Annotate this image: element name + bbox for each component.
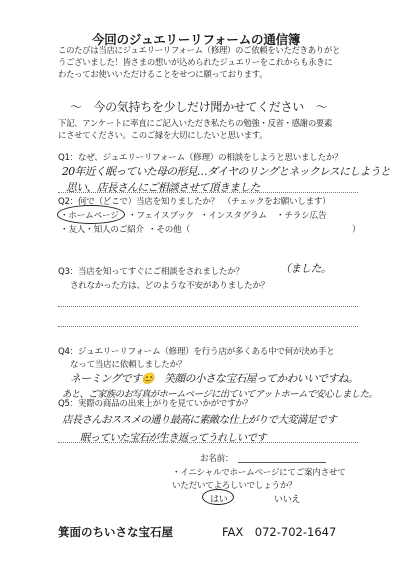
question-5-answer-rule — [58, 442, 358, 443]
q2-option-flyer[interactable]: ・チラシ広告 — [276, 211, 327, 221]
question-3-answer-rule-2 — [58, 326, 358, 327]
question-3-label-line-1: Q3：当店を知ってすぐにご相談をされましたか？ — [58, 267, 244, 277]
name-input-line[interactable] — [238, 462, 326, 463]
question-3-answer-rule-1 — [58, 306, 358, 307]
question-1-answer-line-2: 思い、店長さんにご相談させて頂きました — [66, 181, 260, 194]
question-1-answer-line-1: 20年近く眠っていた母の形見…ダイヤのリングとネックレスにしようと — [62, 165, 391, 178]
question-4-label-line-2: なって当店に依頼しましたか？ — [70, 360, 187, 370]
intro-line-5: にさせてください。このご縁を大切にしたいと思います。 — [58, 130, 268, 140]
q2-option-other[interactable]: ・その他（ — [148, 225, 190, 235]
page-title: 今回のジュエリーリフォームの通信簿 — [92, 32, 301, 47]
initial-question-line-2: いただいてよろしいでしょうか？ — [172, 481, 297, 491]
question-4-label-line-1: Q4：ジュエリーリフォーム（修理）を行う店が多くある中で何が決め手と — [58, 347, 335, 357]
question-3-label-line-2: されなかった方は、どのような不安がありましたか？ — [70, 281, 270, 291]
intro-line-3: わたってお使いいただけることをせつに願っております。 — [58, 69, 268, 79]
question-3-answer: （ました。 — [280, 262, 331, 275]
question-5-label: Q5：実際の商品の出来上がりを見ていかがですか？ — [58, 399, 253, 409]
intro-line-4: 下記、アンケートに率直にご記入いただき私たちの勉強・反省・感謝の要素 — [58, 118, 333, 128]
question-1-label: Q1：なぜ、ジュエリーリフォーム（修理）の相談をしようと思いましたか？ — [58, 153, 343, 163]
name-label: お名前： — [200, 454, 234, 464]
q2-option-homepage[interactable]: ・ホームページ — [60, 211, 119, 221]
question-4-answer-line-1: ネーミングです😊 笑顔の小さな宝石屋ってかわいいですね。 — [70, 372, 358, 385]
initial-no-option[interactable]: いいえ — [274, 495, 301, 505]
fax-number: FAX 072-702-1647 — [222, 525, 337, 539]
question-1-answer-rule — [58, 192, 358, 193]
initial-question-line-1: ・イニシャルでホームページにてご案内させて — [172, 468, 346, 478]
q2-option-other-close: ） — [352, 225, 361, 235]
question-5-answer-line-2: 眠っていた宝石が生き返ってうれしいです — [80, 432, 267, 444]
initial-yes-circle — [202, 489, 234, 505]
question-4-answer-line-2: あと、ご家族のお写真がホームページに出ていてアットホームで安心しました。 — [62, 389, 378, 400]
initial-yes-option[interactable]: はい — [210, 495, 228, 505]
shop-name: 箕面のちいさな宝石屋 — [58, 525, 173, 539]
intro-line-2: うございました！皆さまの想いが込められたジュエリーをこれからも永きに — [58, 57, 333, 67]
q2-selected-circle — [57, 205, 125, 224]
page-subtitle: ～ 今の気持ちを少しだけ聞かせてください ～ — [70, 100, 328, 114]
question-2-label: Q2：何で（どこで）当店を知りましたか？ （チェックをお願いします） — [58, 197, 331, 207]
q2-option-referral[interactable]: ・友人・知人のご紹介 — [60, 225, 144, 235]
q2-option-instagram[interactable]: ・インスタグラム — [200, 211, 267, 221]
question-5-answer-line-1: 店長さんおススメの通り最高に素敵な仕上がりで大変満足です — [62, 414, 337, 426]
intro-line-1: このたびは当店にジュエリーリフォーム（修理）のご依頼をいただきありがと — [58, 45, 341, 55]
q2-option-facebook[interactable]: ・フェイスブック — [128, 211, 195, 221]
